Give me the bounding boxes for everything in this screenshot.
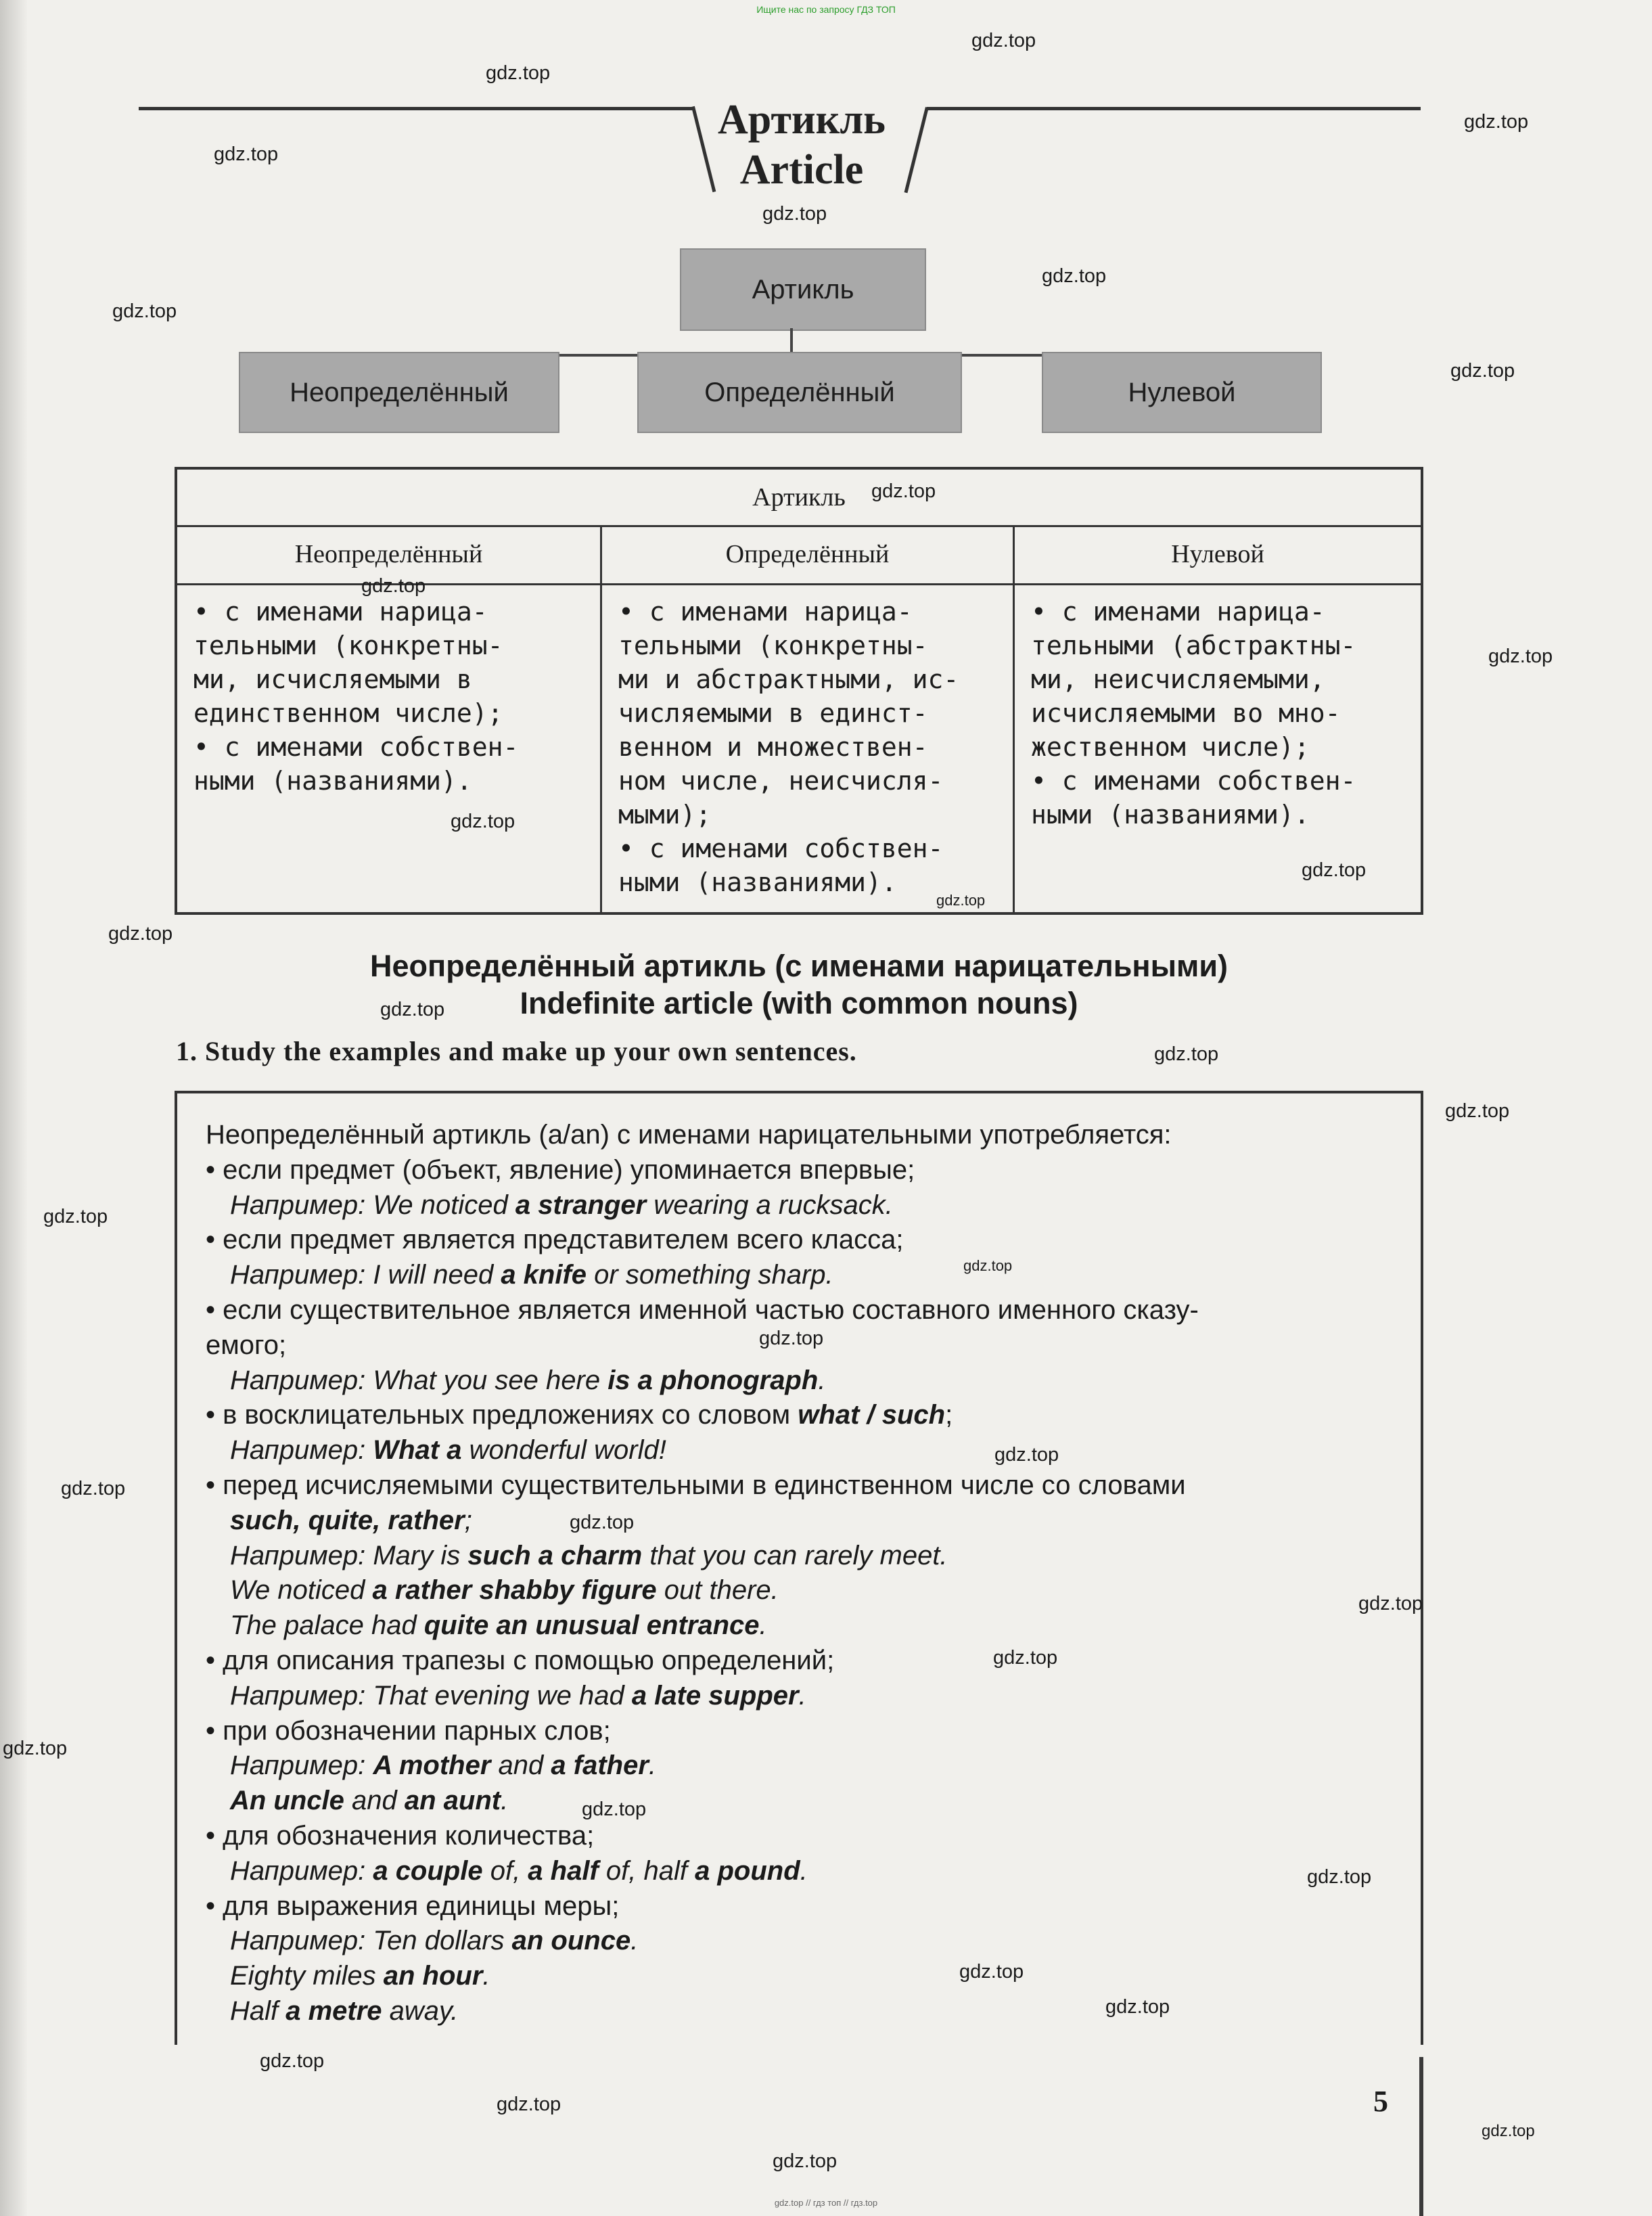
watermark: gdz.top (971, 30, 1036, 51)
text-segment: Например: That evening we had (230, 1680, 632, 1711)
rule-example (206, 1258, 1396, 1293)
text-segment: Eighty miles (230, 1961, 384, 1991)
watermark: gdz.top (451, 811, 515, 832)
diagram-child-zero: Нулевой (1042, 352, 1322, 433)
rule-bullet: • для выражения единицы меры; (206, 1891, 620, 1921)
text-segment: away. (382, 1995, 459, 2026)
section-heading-ru: Неопределённый артикль (с именами нарицательными) (370, 949, 1228, 983)
emphasis: a knife (501, 1260, 587, 1290)
rule-example (206, 1994, 1396, 2029)
rule-example (206, 1608, 1396, 1644)
text-segment: of, (482, 1855, 528, 1886)
section-heading-en: Indefinite article (with common nouns) (520, 986, 1078, 1020)
table-col-definite (602, 525, 1015, 912)
rule-bullet: • для описания трапезы с помощью определений; (206, 1645, 835, 1675)
col-line: ными (названиями). (193, 766, 472, 796)
watermark: gdz.top (993, 1647, 1058, 1669)
text-segment: ; (945, 1400, 953, 1430)
emphasis: a father (551, 1750, 649, 1781)
col-line: • с именами нарица- (1031, 597, 1325, 627)
article-table (175, 467, 1423, 915)
col-line: • с именами собствен- (1031, 766, 1356, 796)
rule-bullet (206, 1398, 1396, 1433)
col-line: • с именами нарица- (618, 597, 913, 627)
diagram-child-indefinite: Неопределённый (239, 352, 559, 433)
diagram-child-definite: Определённый (637, 352, 962, 433)
col-line: ными (названиями). (618, 867, 897, 897)
title-ru: Артикль (718, 97, 886, 143)
rule-example (206, 1784, 1396, 1819)
watermark-small: gdz.top (1482, 2122, 1535, 2140)
title-line-right (927, 107, 1421, 110)
emphasis: an hour (383, 1961, 483, 1991)
watermark: gdz.top (214, 143, 279, 165)
rule-example (206, 1854, 1396, 1889)
col-line: • с именами нарица- (193, 597, 488, 627)
emphasis: a half (528, 1855, 599, 1886)
emphasis: What a (373, 1435, 462, 1466)
page-shadow (0, 0, 27, 2216)
emphasis: an ounce (511, 1926, 631, 1956)
rule-bullet: • если предмет является представителем всего класса; (206, 1225, 904, 1255)
text-segment: Например: Ten dollars (230, 1926, 512, 1956)
text-segment: Например: I will need (230, 1260, 501, 1290)
text-segment: and (490, 1750, 551, 1781)
watermark: gdz.top (43, 1206, 108, 1227)
top-note: Ищите нас по запросу ГДЗ ТОП (756, 4, 896, 15)
text-segment: . (818, 1365, 826, 1395)
col-line: числяемыми в единст- (618, 698, 928, 728)
rule-bullet-cont (206, 1503, 1396, 1539)
emphasis: is a phonograph (607, 1365, 819, 1395)
rule-example (206, 1959, 1396, 1994)
col-line: • с именами собствен- (618, 834, 944, 863)
col-body (177, 585, 600, 798)
watermark-small: gdz.top (963, 1257, 1013, 1274)
watermark: gdz.top (361, 575, 426, 597)
text-segment: . (482, 1961, 490, 1991)
page-title (704, 95, 900, 196)
rule-example (206, 1748, 1396, 1784)
col-line: ными (названиями). (1031, 800, 1310, 830)
text-segment: . (630, 1926, 639, 1956)
page-number: 5 (1373, 2085, 1388, 2118)
watermark: gdz.top (1302, 859, 1367, 881)
emphasis: such, quite, rather (230, 1505, 465, 1535)
text-segment: Например: (230, 1855, 373, 1886)
col-line: венном и множествен- (618, 732, 928, 762)
text-segment: . (759, 1610, 767, 1641)
col-line: ми, неисчисляемыми, (1031, 664, 1325, 694)
emphasis: a couple (373, 1855, 483, 1886)
rule-example (206, 1679, 1396, 1714)
title-en: Article (739, 147, 864, 193)
col-line: ном числе, неисчисля- (618, 766, 944, 796)
text-segment: or something sharp. (587, 1260, 833, 1290)
watermark: gdz.top (1450, 360, 1515, 382)
text-segment: The palace had (230, 1610, 424, 1641)
watermark: gdz.top (959, 1961, 1024, 1983)
col-title: Неопределённый (177, 525, 600, 585)
col-line: тельными (конкретны- (618, 631, 928, 660)
watermark: gdz.top (1464, 111, 1529, 133)
emphasis: a late supper (631, 1680, 799, 1711)
text-segment: We noticed (230, 1575, 373, 1606)
emphasis: A mother (373, 1750, 491, 1781)
watermark: gdz.top (497, 2094, 561, 2115)
text-segment: wonderful world! (461, 1435, 666, 1466)
text-segment: . (648, 1750, 657, 1781)
col-title: Нулевой (1015, 525, 1421, 585)
watermark: gdz.top (1105, 1996, 1170, 2018)
watermark: gdz.top (582, 1799, 647, 1820)
emphasis: a rather shabby figure (372, 1575, 657, 1606)
col-body (602, 585, 1013, 899)
text-segment: • в восклицательных предложениях со словом (206, 1400, 798, 1430)
title-line-left (139, 107, 693, 110)
emphasis: An uncle (230, 1786, 344, 1816)
emphasis: quite an unusual entrance (423, 1610, 760, 1641)
text-segment: ; (464, 1505, 472, 1535)
table-header: Артикль (177, 470, 1421, 527)
watermark: gdz.top (1042, 265, 1107, 287)
col-line: жественном числе); (1031, 732, 1310, 762)
text-segment: . (798, 1680, 806, 1711)
col-line: ми, исчисляемыми в (193, 664, 472, 694)
watermark: gdz.top (108, 923, 173, 945)
watermark: gdz.top (260, 2050, 325, 2072)
col-line: ми и абстрактными, ис- (618, 664, 959, 694)
rule-example (206, 1573, 1396, 1608)
text-segment: Например: What you see here (230, 1365, 608, 1395)
rule-example (206, 1539, 1396, 1574)
emphasis: an aunt (404, 1786, 501, 1816)
watermark: gdz.top (759, 1328, 824, 1349)
col-line: тельными (конкретны- (193, 631, 503, 660)
text-segment: Например: (230, 1750, 373, 1781)
rule-bullet: • для обозначения количества; (206, 1820, 595, 1851)
text-segment: out there. (656, 1575, 779, 1606)
watermark: gdz.top (773, 2150, 838, 2172)
col-line: • с именами собствен- (193, 732, 519, 762)
col-line: исчисляемыми во мно- (1031, 698, 1341, 728)
rules-box (175, 1091, 1423, 2045)
watermark: gdz.top (3, 1738, 68, 1759)
col-line: единственном числе); (193, 698, 503, 728)
rules-intro: Неопределённый артикль (a/an) с именами нарицательными употребляется: (206, 1120, 1172, 1150)
rule-bullet: • перед исчисляемыми существительными в единственном числе со словами (206, 1470, 1186, 1500)
emphasis: a stranger (515, 1190, 647, 1220)
watermark: gdz.top (762, 203, 827, 225)
text-segment: Half (230, 1995, 286, 2026)
text-segment: Например: (230, 1435, 373, 1466)
diagram-root: Артикль (680, 248, 926, 331)
col-line: тельными (абстрактны- (1031, 631, 1356, 660)
watermark: gdz.top (61, 1478, 126, 1499)
text-segment: and (344, 1786, 405, 1816)
diagram-connector-vertical (790, 328, 793, 355)
rule-bullet: • если существительное является именной частью составного именного сказу- (206, 1294, 1199, 1325)
col-title: Определённый (602, 525, 1013, 585)
text-segment: that you can rarely meet. (642, 1540, 948, 1570)
title-slant-right (904, 107, 929, 193)
watermark-small: gdz.top (936, 892, 986, 909)
rules-body (206, 1118, 1396, 2029)
emphasis: such a charm (467, 1540, 643, 1570)
watermark: gdz.top (1358, 1593, 1423, 1614)
rule-example (206, 1188, 1396, 1223)
emphasis: a metre (285, 1995, 382, 2026)
watermark: gdz.top (871, 480, 936, 502)
rule-bullet: • при обозначении парных слов; (206, 1715, 611, 1746)
page-edge-line (1419, 2057, 1423, 2216)
rule-example (206, 1433, 1396, 1468)
task-instruction: 1. Study the examples and make up your own sentences. (176, 1036, 857, 1066)
text-segment: wearing a rucksack. (646, 1190, 893, 1220)
text-segment: of, half (598, 1855, 695, 1886)
watermark: gdz.top (570, 1512, 635, 1533)
watermark: gdz.top (380, 999, 445, 1020)
text-segment: . (800, 1855, 808, 1886)
text-segment: Например: We noticed (230, 1190, 515, 1220)
rule-example (206, 1924, 1396, 1959)
watermark: gdz.top (486, 62, 551, 84)
watermark: gdz.top (994, 1444, 1059, 1466)
rule-example (206, 1363, 1396, 1399)
watermark: gdz.top (1488, 646, 1553, 667)
watermark: gdz.top (112, 300, 177, 322)
col-line: мыми); (618, 800, 712, 830)
rule-bullet-cont: емого; (206, 1330, 287, 1360)
bottom-note: gdz.top // гдз топ // гдз.top (774, 2198, 878, 2208)
col-body (1015, 585, 1421, 832)
text-segment: . (501, 1786, 509, 1816)
rule-bullet: • если предмет (объект, явление) упоминается впервые; (206, 1154, 915, 1185)
watermark: gdz.top (1154, 1043, 1219, 1065)
watermark: gdz.top (1445, 1100, 1510, 1122)
table-col-zero (1015, 525, 1421, 912)
emphasis: what / such (798, 1400, 946, 1430)
watermark: gdz.top (1307, 1866, 1372, 1888)
text-segment: Например: Mary is (230, 1540, 468, 1570)
emphasis: a pound (695, 1855, 800, 1886)
